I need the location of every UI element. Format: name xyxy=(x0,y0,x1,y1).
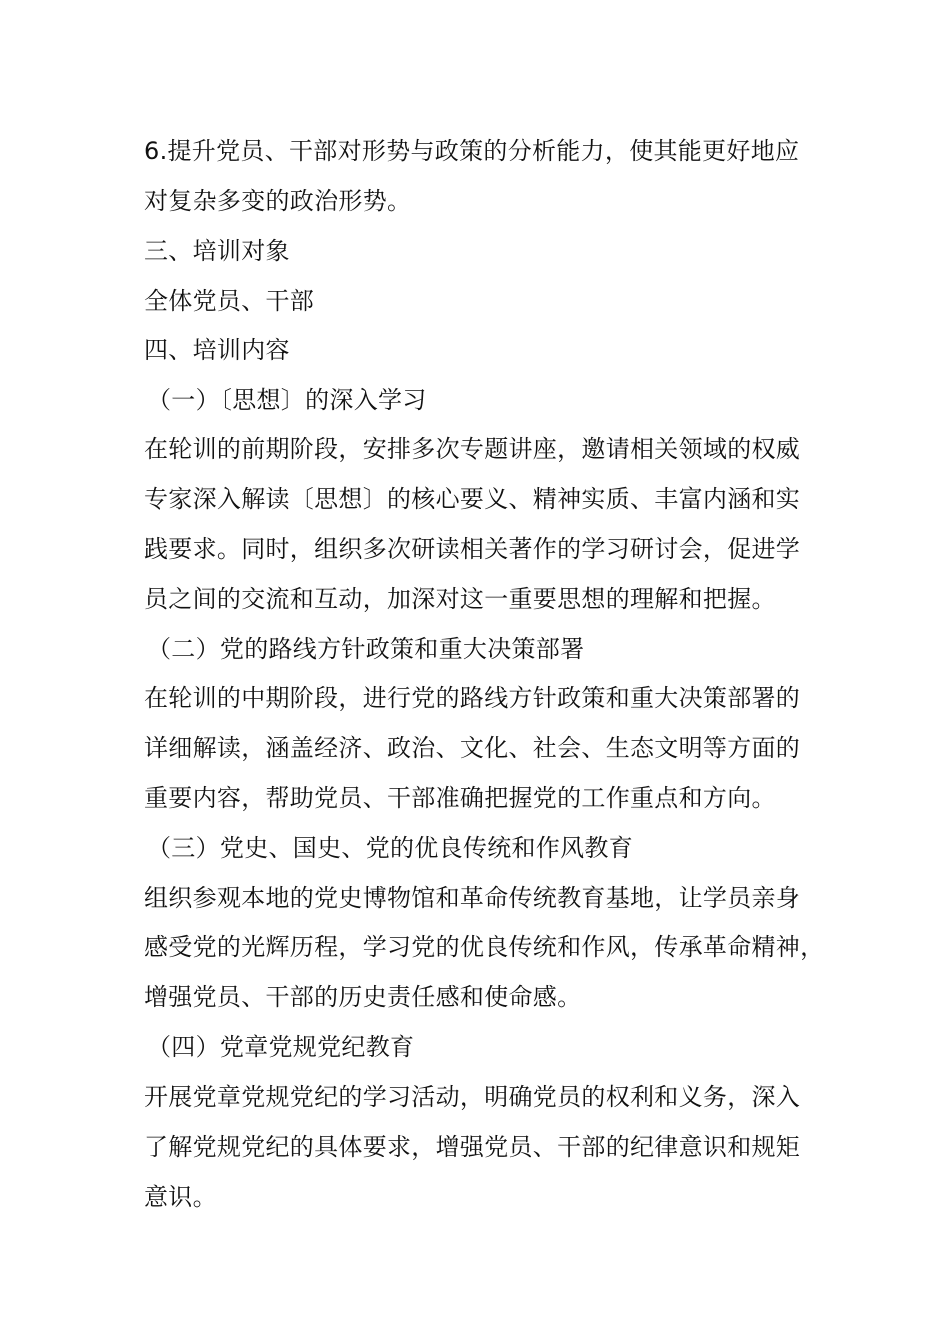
subsection-heading: （三）党史、国史、党的优良传统和作风教育 xyxy=(147,834,633,862)
subsection-heading: （一）〔思想〕的深入学习 xyxy=(147,386,427,414)
text-line: 6.提升党员、干部对形势与政策的分析能力，使其能更好地应 xyxy=(144,137,800,165)
subsection-heading: （四）党章党规党纪教育 xyxy=(147,1033,415,1061)
text-line: 践要求。同时，组织多次研读相关著作的学习研讨会，促进学 xyxy=(144,535,801,563)
text-line: 员之间的交流和互动，加深对这一重要思想的理解和把握。 xyxy=(144,585,776,613)
text-line: 增强党员、干部的历史责任感和使命感。 xyxy=(144,983,582,1011)
text-line: 在轮训的中期阶段，进行党的路线方针政策和重大决策部署的 xyxy=(144,684,801,712)
text-line: 专家深入解读〔思想〕的核心要义、精神实质、丰富内涵和实 xyxy=(144,485,801,513)
text-line: 感受党的光辉历程，学习党的优良传统和作风，传承革命精神， xyxy=(144,933,825,961)
text-line: 对复杂多变的政治形势。 xyxy=(144,187,412,215)
text-line: 意识。 xyxy=(144,1183,217,1211)
text-line: 组织参观本地的党史博物馆和革命传统教育基地，让学员亲身 xyxy=(144,884,801,912)
text-line: 开展党章党规党纪的学习活动，明确党员的权利和义务，深入 xyxy=(144,1083,801,1111)
text-line: 详细解读，涵盖经济、政治、文化、社会、生态文明等方面的 xyxy=(144,734,801,762)
subsection-heading: （二）党的路线方针政策和重大决策部署 xyxy=(147,635,585,663)
text-line: 在轮训的前期阶段，安排多次专题讲座，邀请相关领域的权威 xyxy=(144,435,801,463)
text-line: 了解党规党纪的具体要求，增强党员、干部的纪律意识和规矩 xyxy=(144,1133,801,1161)
section-heading: 三、培训对象 xyxy=(144,237,290,265)
text-line: 重要内容，帮助党员、干部准确把握党的工作重点和方向。 xyxy=(144,784,776,812)
section-heading: 四、培训内容 xyxy=(144,336,290,364)
text-line: 全体党员、干部 xyxy=(144,287,315,315)
